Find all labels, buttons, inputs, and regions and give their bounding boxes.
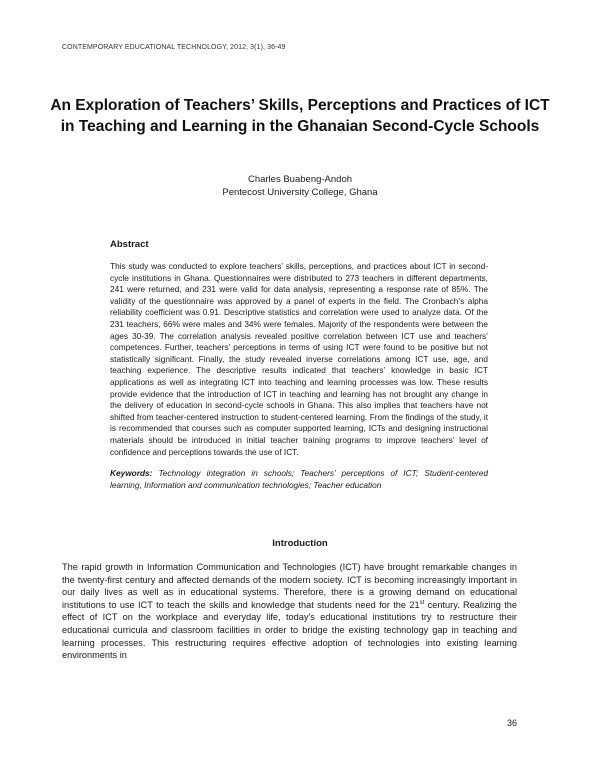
keywords	[110, 468, 488, 491]
intro-part-2: century. Realizing the effect of ICT on the workplace and everyday life, today’s educational institutions try to restructure their educational curricula and classroom facilities in order to bridge the existing technology gap in teaching and learning processes. This restructuring requires effective adoption of technologies into existing learning environments in	[62, 599, 518, 661]
intro-part-1: The rapid growth in Information Communication and Technologies (ICT) have brought remarkable changes in the twenty-first century and affected demands of the modern society. ICT is becoming increasingly important in our daily lives as well as in educational systems. Therefore, there is a growing demand on educational institutions to use ICT to teach the skills and knowledge that students need for the 21	[62, 562, 517, 610]
author-affiliation: Pentecost University College, Ghana	[222, 187, 378, 198]
paper-title	[40, 95, 560, 137]
page-number: 36	[507, 718, 518, 728]
author-block	[0, 173, 600, 199]
keywords-label: Keywords:	[110, 468, 153, 479]
author-name: Charles Buabeng-Andoh	[247, 174, 353, 185]
abstract-section	[110, 239, 488, 491]
abstract-text: This study was conducted to explore teachers’ skills, perceptions, and practices about ICT in second-cycle institutions in Ghana. Questionnaires were distributed to 273 teachers in different departments, 241 were returned, and 231 were valid for data analysis, representing a response rate of 85%. The validity of the questionnaire was approved by a panel of experts in the field. The Cronbach’s alpha reliability coefficient was 0.91. Descriptive statistics and correlation were used to analyze data. Of the 231 teachers, 66% were males and 34% were females. Majority of the respondents were between the ages 30-39. The correlation analysis revealed positive correlation between ICT use and teachers’ competences. Further, teachers’ perceptions in terms of using ICT were found to be positive but not statistically significant. Finally, the study revealed inverse correlations among ICT use, age, and teaching experience. The descriptive results indicated that teachers’ knowledge in basic ICT applications as well as integrating ICT into teaching and learning processes was low. These results provide evidence that the introduction of ICT in teaching and learning has not brought any change in the delivery of education in second-cycle schools in Ghana. This also implies that teachers have not shifted from teacher-centered instruction to student-centered learning. From the findings of the study, it is recommended that courses such as computer supported learning, ICTs and designing instructional materials should be introduced in initial teacher training programs to improve teachers’ level of confidence and perceptions towards the use of ICT.	[110, 261, 488, 457]
introduction-text	[62, 561, 517, 662]
title-line-1: An Exploration of Teachers’ Skills, Perceptions and Practices of ICT	[50, 97, 550, 114]
keywords-text: Technology integration in schools; Teachers’ perceptions of ICT; Student-centered learning, Information and communication technologies; Teacher education	[110, 468, 488, 490]
intro-superscript: st	[419, 599, 425, 606]
introduction-heading: Introduction	[272, 538, 328, 549]
journal-header: CONTEMPORARY EDUCATIONAL TECHNOLOGY, 2012, 3(1), 36-49	[62, 44, 286, 51]
title-line-2: in Teaching and Learning in the Ghanaian Second-Cycle Schools	[60, 118, 540, 135]
abstract-heading: Abstract	[110, 239, 149, 250]
